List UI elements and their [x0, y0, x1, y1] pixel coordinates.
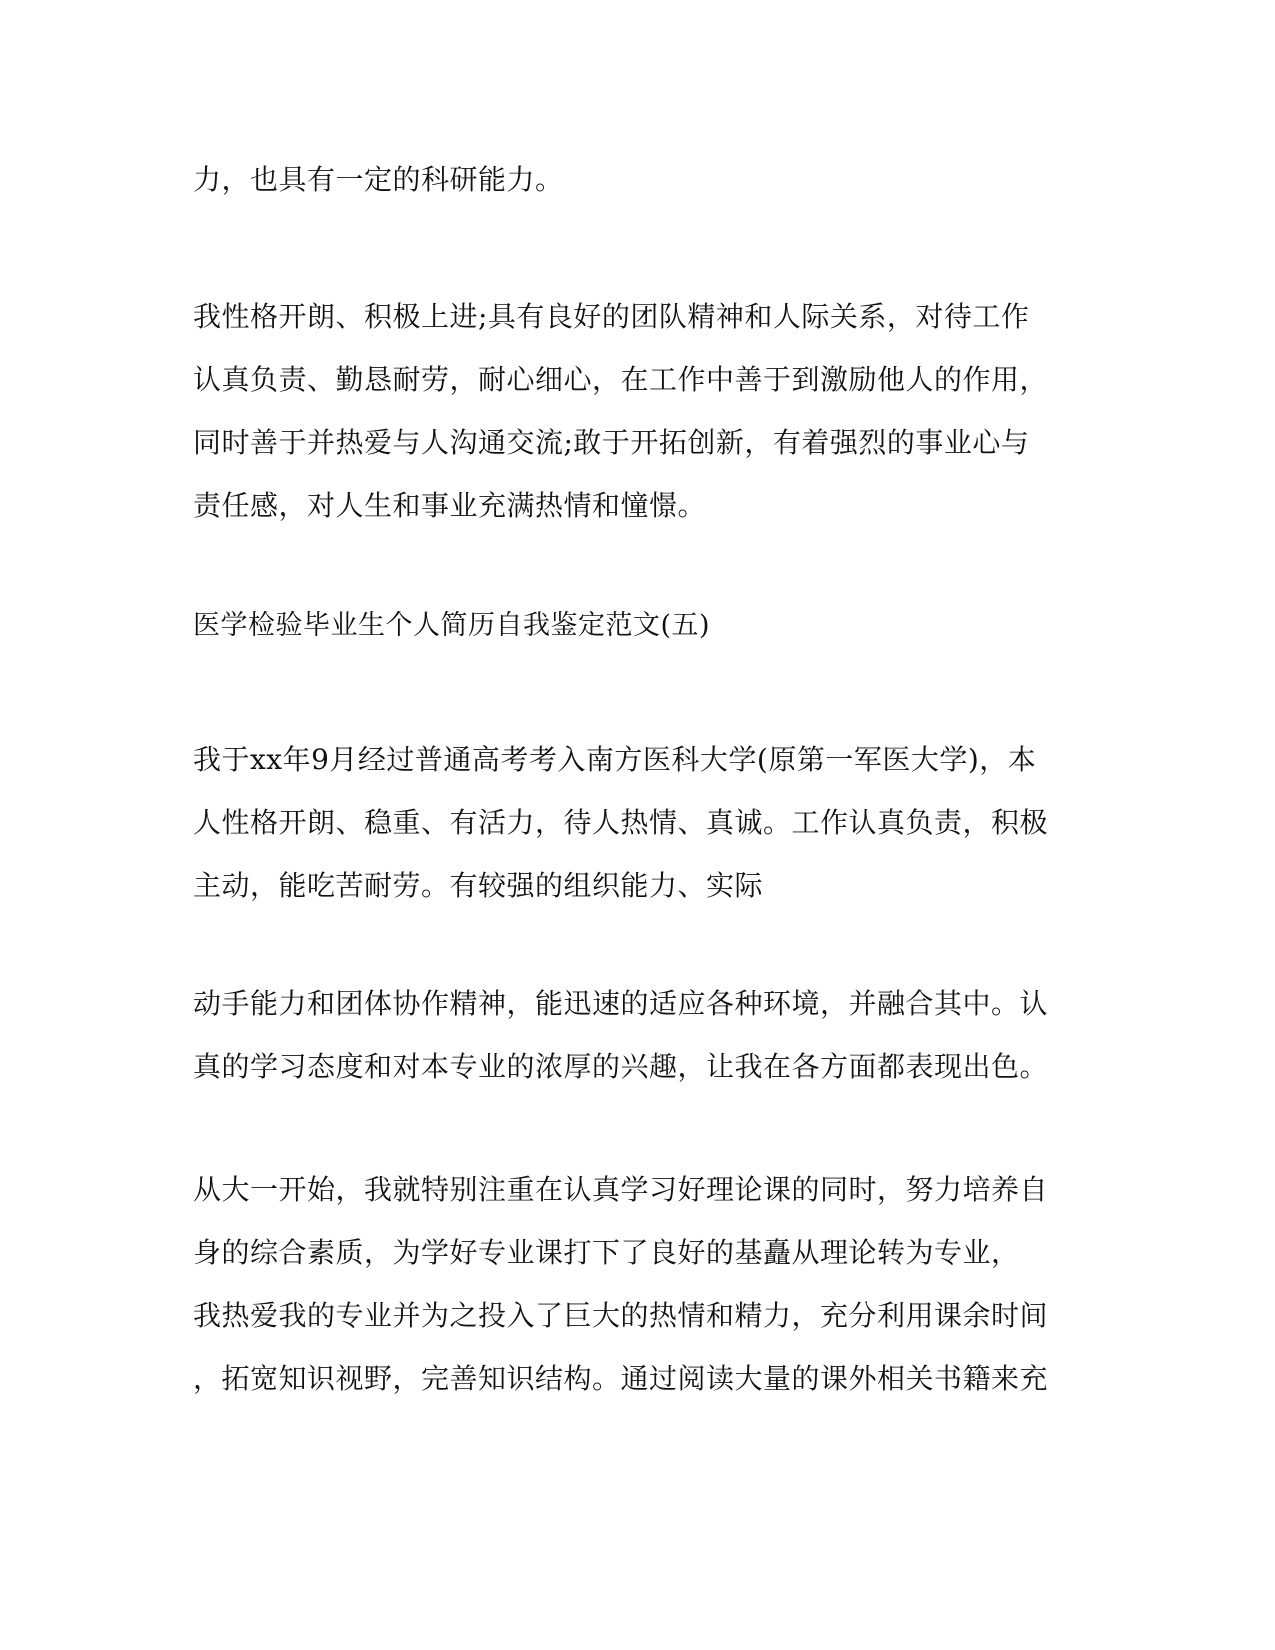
paragraph-3-line-1: 我于xx年9月经过普通高考考入南方医科大学(原第一军医大学)，本 [193, 743, 1037, 776]
paragraph-5-line-4: ，拓宽知识视野，完善知识结构。通过阅读大量的课外相关书籍来充 [193, 1362, 1049, 1395]
paragraph-3-line-3: 主动，能吃苦耐劳。有较强的组织能力、实际 [193, 869, 764, 902]
paragraph-4-line-2: 真的学习态度和对本专业的浓厚的兴趣，让我在各方面都表现出色。 [193, 1050, 1049, 1083]
paragraph-1-line-1: 力，也具有一定的科研能力。 [193, 163, 564, 196]
paragraph-5-line-2: 身的综合素质，为学好专业课打下了良好的基矗从理论转为专业， [193, 1236, 1020, 1269]
section-heading: 医学检验毕业生个人简历自我鉴定范文(五) [193, 610, 711, 641]
paragraph-2-line-2: 认真负责、勤恳耐劳，耐心细心，在工作中善于到激励他人的作用， [193, 363, 1049, 396]
paragraph-4-line-1: 动手能力和团体协作精神，能迅速的适应各种环境，并融合其中。认 [193, 987, 1049, 1020]
paragraph-5-line-1: 从大一开始，我就特别注重在认真学习好理论课的同时，努力培养自 [193, 1173, 1049, 1206]
paragraph-3-line-2: 人性格开朗、稳重、有活力，待人热情、真诚。工作认真负责，积极 [193, 806, 1049, 839]
paragraph-5-line-3: 我热爱我的专业并为之投入了巨大的热情和精力，充分利用课余时间 [193, 1299, 1049, 1332]
paragraph-2-line-1: 我性格开朗、积极上进;具有良好的团队精神和人际关系，对待工作 [193, 300, 1030, 333]
paragraph-2-line-4: 责任感，对人生和事业充满热情和憧憬。 [193, 489, 707, 522]
paragraph-2-line-3: 同时善于并热爱与人沟通交流;敢于开拓创新，有着强烈的事业心与 [193, 426, 1030, 459]
